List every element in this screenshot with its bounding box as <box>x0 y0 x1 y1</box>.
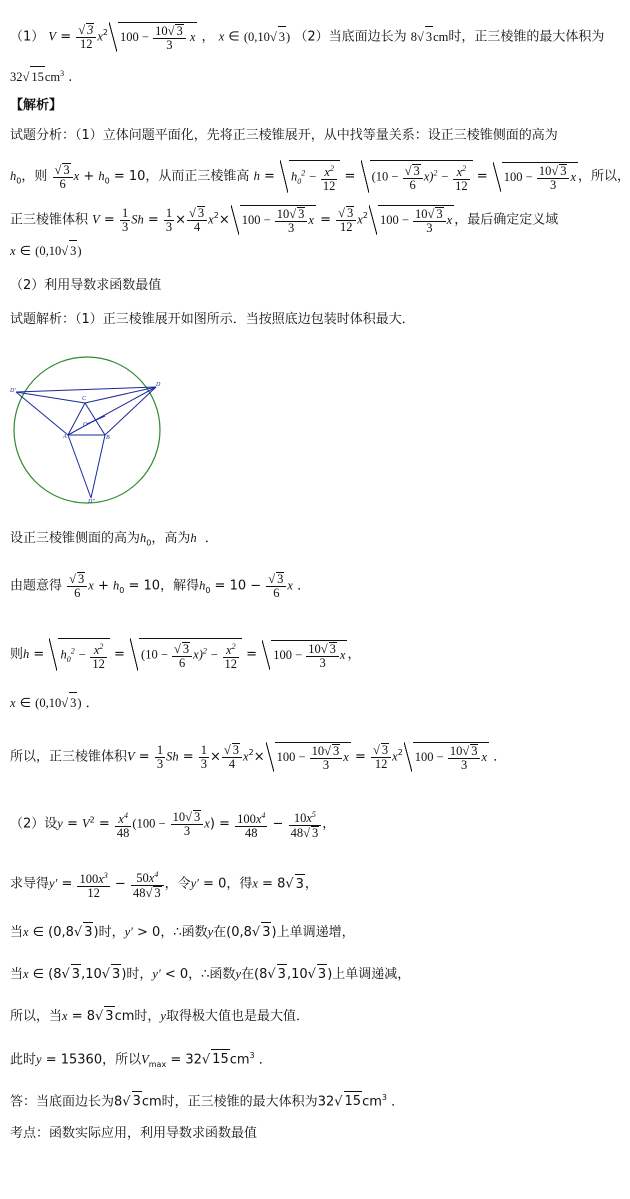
analysis-volume: 正三棱锥体积 V = $\frac{1}{3}$ Sh = $\frac{1}{3}$ × $\frac{√ 3}{4}$ $x^2\times 100$ − $\frac{10√ 3}{3}$ x = $\frac{√ 3}{12}$ $x^2$ 100 − $\frac{10√ 3}{3}$ x ，最后确定定义域 <box>10 205 559 235</box>
sol-line-11: 此时y = 15360，所以$V_{max} = 32√$ $15cm^3$ ． <box>10 1051 272 1069</box>
sol-line-5: 所以，正三棱锥体积V = $\frac{1}{3}$ Sh = $\frac{1}{3}$ × $\frac{√ 3}{4}$ $x^2\times 100$ − $\frac{10√ 3}{3}$ x = $\frac{√ 3}{12}$ $x^2$ 100 − $\frac{10√ 3}{3}$ x ． <box>10 742 507 772</box>
analysis-p1-formula: $h_0$，则 $\frac{√ 3}{6}$ $x + h_0 = 10$，从而正三棱锥高 $h = h_0^2$ − $\frac{x^2}{12}$ = (10 − $\frac{√ 3}{6}$ x)$^2$ − $\frac{x^2}{12}$ = 100 − $\frac{10√ 3}{3}$ x ，所以， <box>10 160 630 193</box>
label-c: C <box>82 396 87 402</box>
sol-line-9: 当x ∈ (8√ 3,10√ 3)时，y′ < 0，∴函数y在(8√ 3,10√ 3)上单调递减， <box>10 964 410 985</box>
sol-line-6: （2）设$y = V^2$ = $\frac{x^4}{48}$ (100 − $\frac{10√ 3}{3}$ x) = $\frac{100x^4}{48}$ − $\frac{10x^5}{48√ 3}$ ， <box>10 810 336 841</box>
pyramid-net-figure <box>8 350 168 510</box>
sol-line-8: 当x ∈ (0,8√ 3)时，y′ > 0，∴函数y在(0,8√ 3)上单调递增， <box>10 922 355 943</box>
sol-line-3: 则$h = h_0^2$ − $\frac{x^2}{12}$ = (10 − $\frac{√ 3}{6}$ x)$^2$ − $\frac{x^2}{12}$ = 100 − $\frac{10√ 3}{3}$ x ， <box>10 638 360 671</box>
sol-line-1: 设正三棱锥侧面的高为$h_0$，高为h ． <box>10 531 218 548</box>
sol-line-10: 所以，当x = 8√ 3cm时，y取得极大值也是最大值． <box>10 1006 309 1027</box>
analysis-heading: 【解析】 <box>10 98 63 113</box>
label-o: O <box>83 422 88 428</box>
analysis-p1: 试题分析：（1）立体问题平面化，先将正三棱锥展开，从中找等量关系：设正三棱锥侧面的高为 <box>10 128 558 143</box>
answer-line-1: （1） V = $\frac{√ 3}{12}$ $x^2$ 100 − $\frac{10√ 3}{3}$ x ， x ∈ (0,10√ 3) （2）当底面边长为 8√ 3cm时，正三棱锥的最大体积为 <box>10 23 605 52</box>
label-b: B <box>106 435 110 441</box>
answer-line-1b: 32√ $15cm^3$ . <box>10 64 72 88</box>
part-label: （1） <box>10 29 45 45</box>
solution-intro: 试题解析：（1）正三棱锥展开如图所示．当按照底边包装时体积最大． <box>10 312 415 327</box>
part2-text: （2）当底面边长为 <box>294 29 407 45</box>
analysis-p2: （2）利用导数求函数最值 <box>10 278 162 293</box>
sol-line-12: 答：当底面边长为8√ 3cm时，正三棱锥的最大体积为32√ $15cm^3$ ． <box>10 1088 404 1112</box>
label-d2: D <box>156 382 161 388</box>
sol-line-2: 由题意得 $\frac{√ 3}{6}$ $x + h_0 = 10$，解得$h_0 = 10$ − $\frac{√ 3}{6}$ x ． <box>10 572 311 600</box>
analysis-domain: x ∈ (0,10√ 3) <box>10 240 81 262</box>
circle-outline <box>14 357 160 503</box>
label-d1: D' <box>10 388 16 394</box>
sol-line-4: x ∈ (0,10√ 3) ． <box>10 692 99 714</box>
label-d3: D'' <box>88 499 95 505</box>
sol-line-13: 考点：函数实际应用，利用导数求函数最值 <box>10 1126 258 1141</box>
sol-line-7: 求导得y′ = $\frac{100x^3}{12}$ − $\frac{50x^4}{48√ 3}$ ，令y′ = 0，得x = 8√ 3， <box>10 870 318 901</box>
label-a: A <box>63 434 67 440</box>
